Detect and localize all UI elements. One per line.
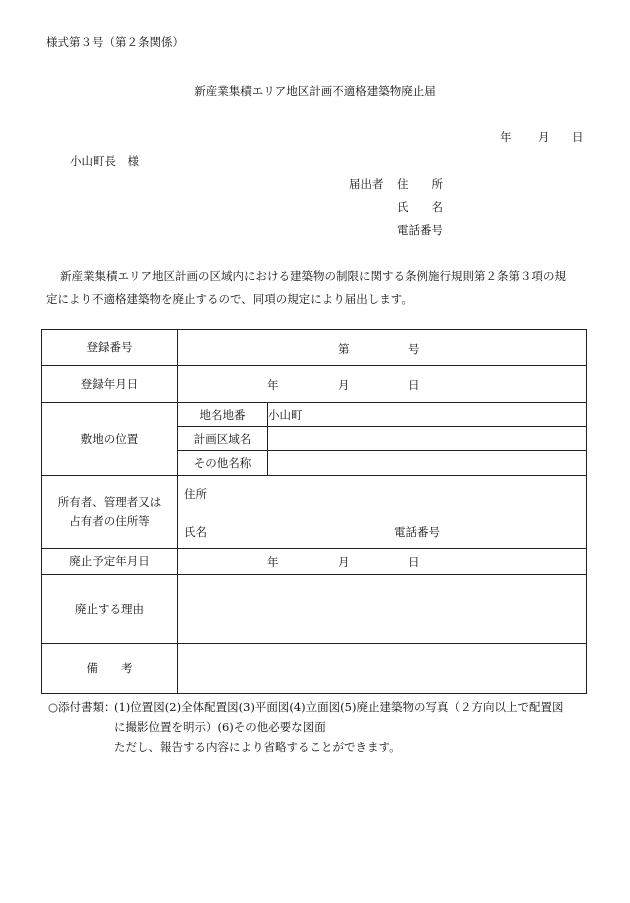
addressee: 小山町長 様	[70, 154, 139, 168]
site-location-label: 敷地の位置	[42, 403, 178, 476]
scheduled-date-year: 年	[267, 555, 279, 569]
registration-date-label: 登録年月日	[42, 366, 178, 403]
registration-date-day: 日	[408, 378, 420, 392]
plan-area-field[interactable]	[268, 427, 587, 451]
form-style-number: 様式第３号（第２条関係）	[46, 35, 184, 49]
remarks-field[interactable]	[178, 644, 587, 694]
reason-field[interactable]	[178, 575, 587, 644]
notifier-name-label: 氏 名	[397, 200, 443, 214]
owner-label-line1: 所有者、管理者又は	[57, 495, 162, 509]
attachments-line1: (1)位置図(2)全体配置図(3)平面図(4)立面図(5)廃止建築物の写真（２方向以上で配置図	[114, 700, 564, 714]
notifier-label: 届出者	[349, 177, 384, 191]
body-text-line2: 定により不適格建築物を廃止するので、同項の規定により届出します。	[46, 292, 413, 306]
row-owner	[42, 476, 587, 549]
reason-label: 廃止する理由	[42, 575, 178, 644]
row-registration-date	[42, 366, 587, 403]
owner-field[interactable]	[178, 476, 587, 549]
row-registration-number	[42, 330, 587, 366]
owner-label-line2: 占有者の住所等	[69, 514, 150, 528]
row-remarks	[42, 644, 587, 694]
scheduled-date-month: 月	[338, 555, 350, 569]
row-reason	[42, 575, 587, 644]
registration-date-year: 年	[267, 378, 279, 392]
page-title: 新産業集積エリア地区計画不適格建築物廃止届	[194, 84, 436, 98]
registration-date-field[interactable]	[178, 366, 587, 403]
row-site-lot	[42, 403, 587, 427]
notifier-phone-label: 電話番号	[397, 223, 443, 237]
registration-number-label: 登録番号	[42, 330, 178, 366]
attachments-line2: に撮影位置を明示）(6)その他必要な図面	[114, 720, 326, 734]
registration-number-suffix: 号	[408, 342, 420, 356]
owner-label	[42, 476, 178, 549]
other-name-field[interactable]	[268, 451, 587, 476]
owner-name-label: 氏名	[184, 525, 207, 539]
notifier-address-label: 住 所	[397, 177, 443, 191]
date-month-label: 月	[538, 130, 550, 144]
attachments-line3: ただし、報告する内容により省略することができます。	[114, 740, 401, 754]
scheduled-date-field[interactable]	[178, 549, 587, 575]
date-day-label: 日	[572, 130, 584, 144]
attachments-note	[48, 697, 563, 757]
other-name-label: その他名称	[178, 451, 268, 476]
scheduled-date-label: 廃止予定年月日	[42, 549, 178, 575]
registration-date-month: 月	[338, 378, 350, 392]
notification-form-table	[41, 329, 587, 694]
body-text-line1: 新産業集積エリア地区計画の区域内における建築物の制限に関する条例施行規則第２条第３項の規	[60, 269, 566, 283]
date-year-label: 年	[500, 130, 512, 144]
plan-area-label: 計画区域名	[178, 427, 268, 451]
attachments-label: ○添付書類：	[48, 700, 116, 714]
owner-address-label: 住所	[184, 487, 207, 501]
registration-number-field[interactable]	[178, 330, 587, 366]
lot-number-field[interactable]: 小山町	[268, 403, 587, 427]
owner-phone-label: 電話番号	[394, 525, 440, 539]
registration-number-prefix: 第	[338, 342, 350, 356]
row-scheduled-date	[42, 549, 587, 575]
remarks-label: 備 考	[42, 644, 178, 694]
lot-number-label: 地名地番	[178, 403, 268, 427]
scheduled-date-day: 日	[408, 555, 420, 569]
